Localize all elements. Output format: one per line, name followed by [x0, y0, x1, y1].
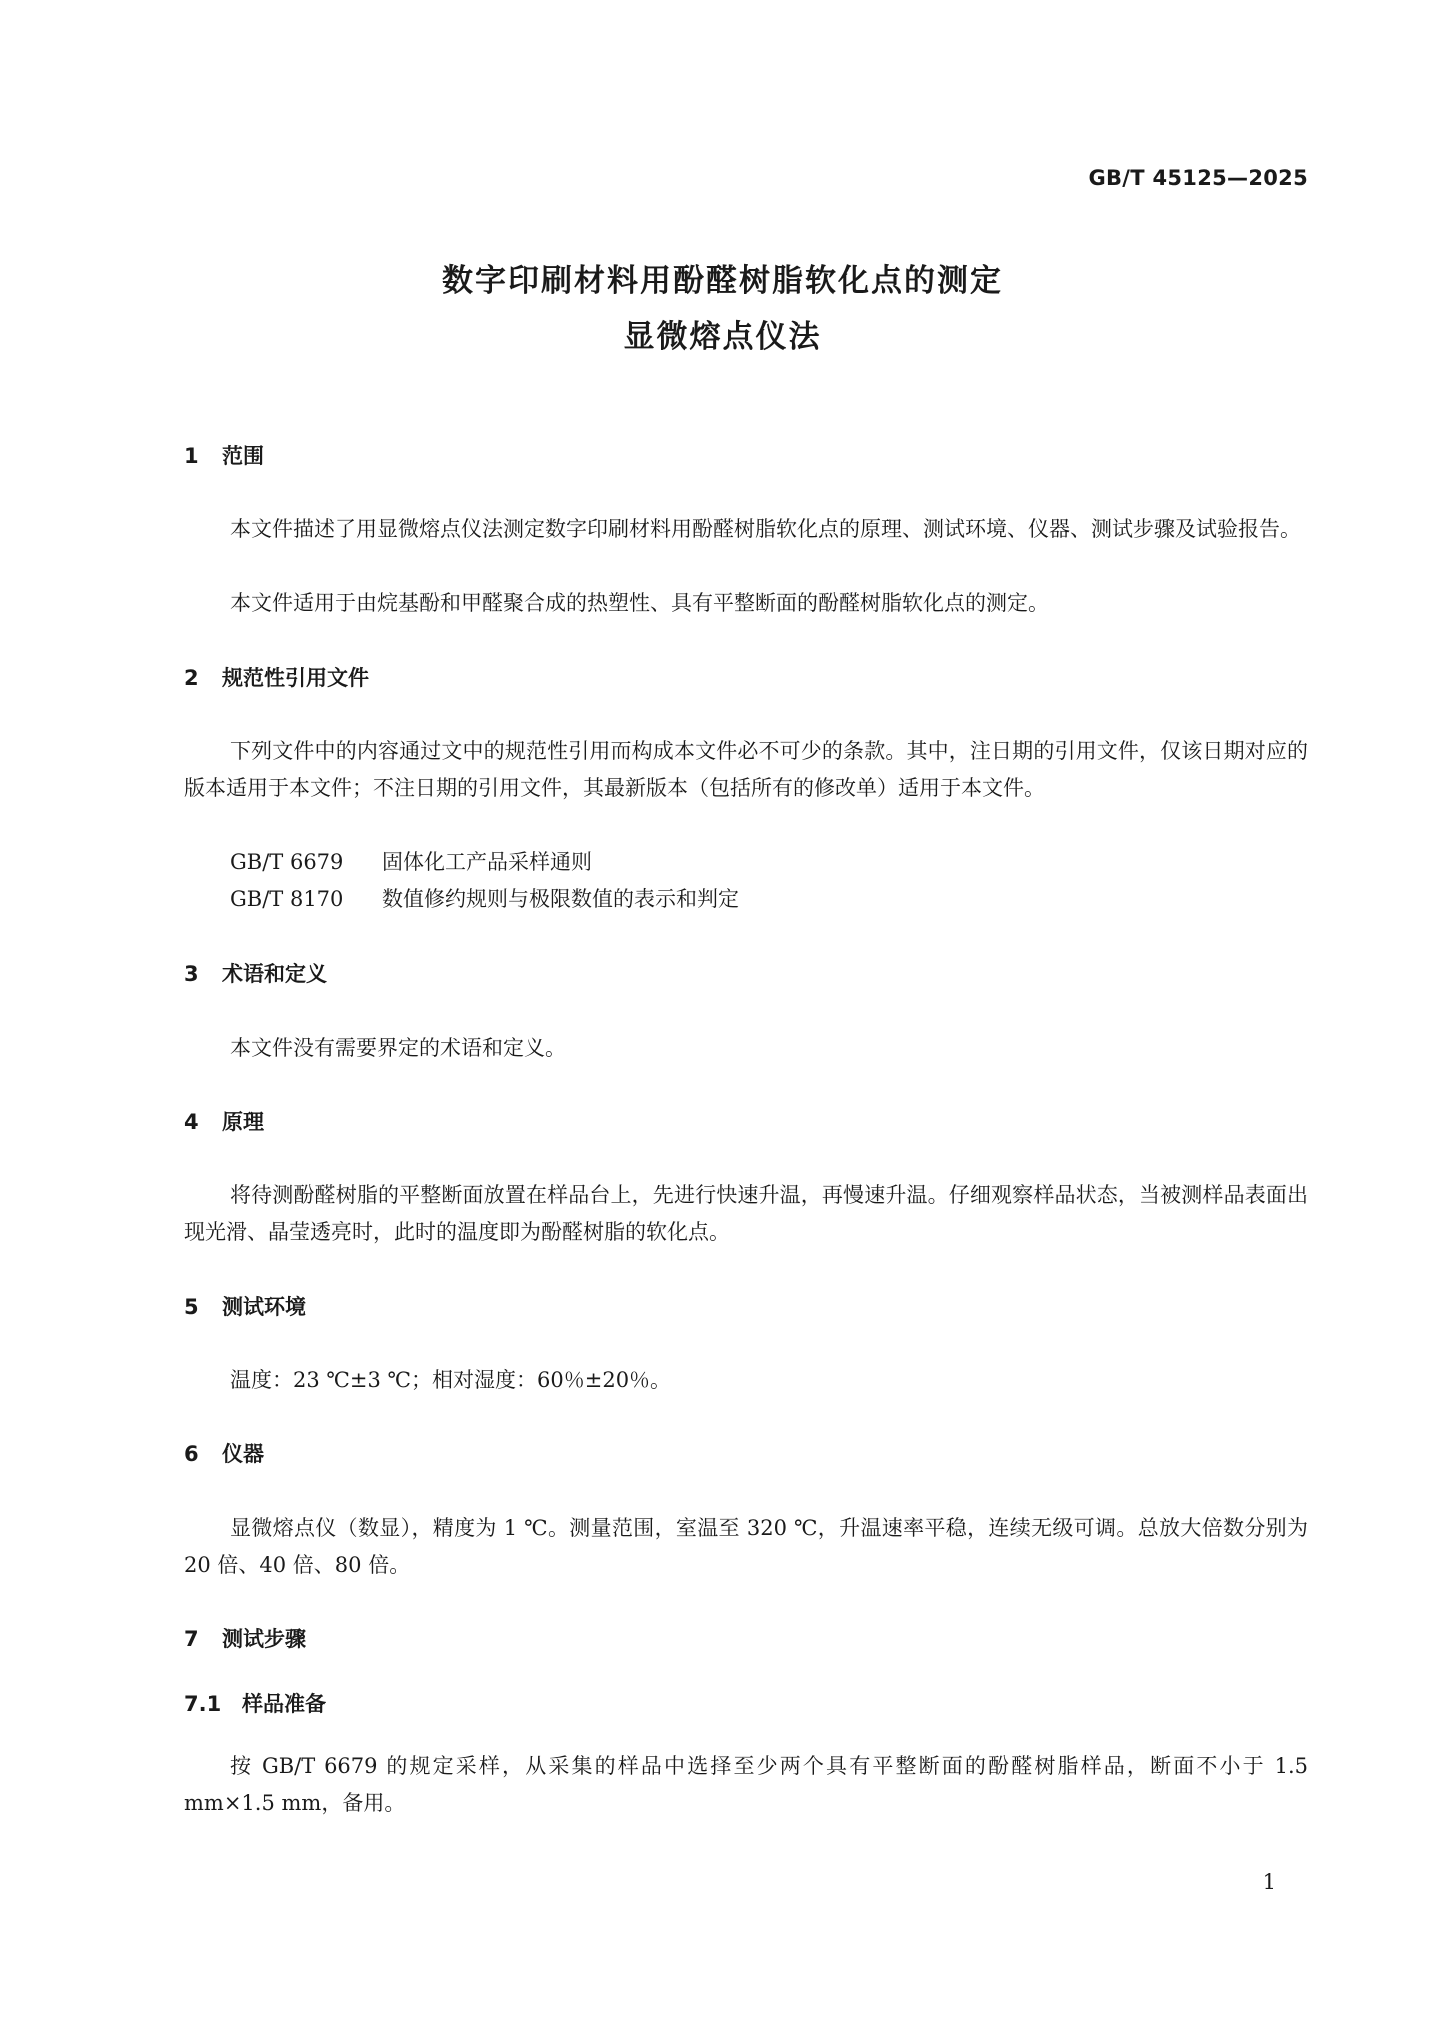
paragraph: 本文件描述了用显微熔点仪法测定数字印刷材料用酚醛树脂软化点的原理、测试环境、仪器、测试步骤及试验报告。 — [230, 517, 1301, 541]
reference-title: 数值修约规则与极限数值的表示和判定 — [382, 887, 739, 911]
section-heading-principle — [184, 1106, 264, 1136]
section-number: 7 — [184, 1627, 199, 1651]
section-number: 6 — [184, 1442, 199, 1466]
section-title: 范围 — [222, 444, 264, 468]
subsection-title: 样品准备 — [242, 1692, 326, 1716]
section-number: 3 — [184, 962, 199, 986]
section-number: 1 — [184, 444, 199, 468]
section-title: 原理 — [222, 1110, 264, 1134]
section-heading-scope — [184, 440, 264, 470]
document-subtitle: 显微熔点仪法 — [623, 319, 822, 355]
reference-title: 固体化工产品采样通则 — [382, 850, 592, 874]
section-heading-terms — [184, 958, 327, 988]
section-title: 仪器 — [222, 1442, 264, 1466]
section-heading-apparatus — [184, 1438, 264, 1468]
paragraph: 本文件没有需要界定的术语和定义。 — [230, 1036, 566, 1060]
reference-code: GB/T 8170 — [230, 887, 344, 911]
document-title: 数字印刷材料用酚醛树脂软化点的测定 — [442, 263, 1003, 299]
paragraph: 显微熔点仪（数显），精度为 1 ℃。测量范围，室温至 320 ℃，升温速率平稳，连续无级可调。总放大倍数分别为 20 倍、40 倍、80 倍。 — [184, 1516, 1308, 1577]
reference-item — [184, 881, 1308, 918]
page-number: 1 — [1262, 1870, 1276, 1894]
section-title: 术语和定义 — [222, 962, 327, 986]
section-number: 4 — [184, 1110, 199, 1134]
paragraph: 温度：23 ℃±3 ℃；相对湿度：60％±20％。 — [230, 1368, 672, 1392]
section-heading-procedure — [184, 1623, 306, 1653]
section-number: 2 — [184, 666, 199, 690]
paragraph: 按 GB/T 6679 的规定采样，从采集的样品中选择至少两个具有平整断面的酚醛树脂样品，断面不小于 1.5 mm×1.5 mm，备用。 — [184, 1754, 1308, 1815]
reference-code: GB/T 6679 — [230, 850, 344, 874]
section-title: 测试步骤 — [222, 1627, 306, 1651]
section-number: 5 — [184, 1295, 199, 1319]
section-title: 规范性引用文件 — [222, 666, 369, 690]
standard-number: GB/T 45125—2025 — [1088, 166, 1308, 190]
subsection-heading-sample-preparation — [184, 1688, 326, 1718]
subsection-number: 7.1 — [184, 1692, 222, 1716]
paragraph: 下列文件中的内容通过文中的规范性引用而构成本文件必不可少的条款。其中，注日期的引用文件，仅该日期对应的版本适用于本文件；不注日期的引用文件，其最新版本（包括所有的修改单）适用于本文件。 — [184, 739, 1308, 800]
section-heading-normative-references — [184, 662, 369, 692]
paragraph: 将待测酚醛树脂的平整断面放置在样品台上，先进行快速升温，再慢速升温。仔细观察样品状态，当被测样品表面出现光滑、晶莹透亮时，此时的温度即为酚醛树脂的软化点。 — [184, 1183, 1308, 1244]
paragraph: 本文件适用于由烷基酚和甲醛聚合成的热塑性、具有平整断面的酚醛树脂软化点的测定。 — [230, 591, 1049, 615]
section-heading-environment — [184, 1291, 306, 1321]
section-title: 测试环境 — [222, 1295, 306, 1319]
reference-item — [184, 844, 1308, 881]
